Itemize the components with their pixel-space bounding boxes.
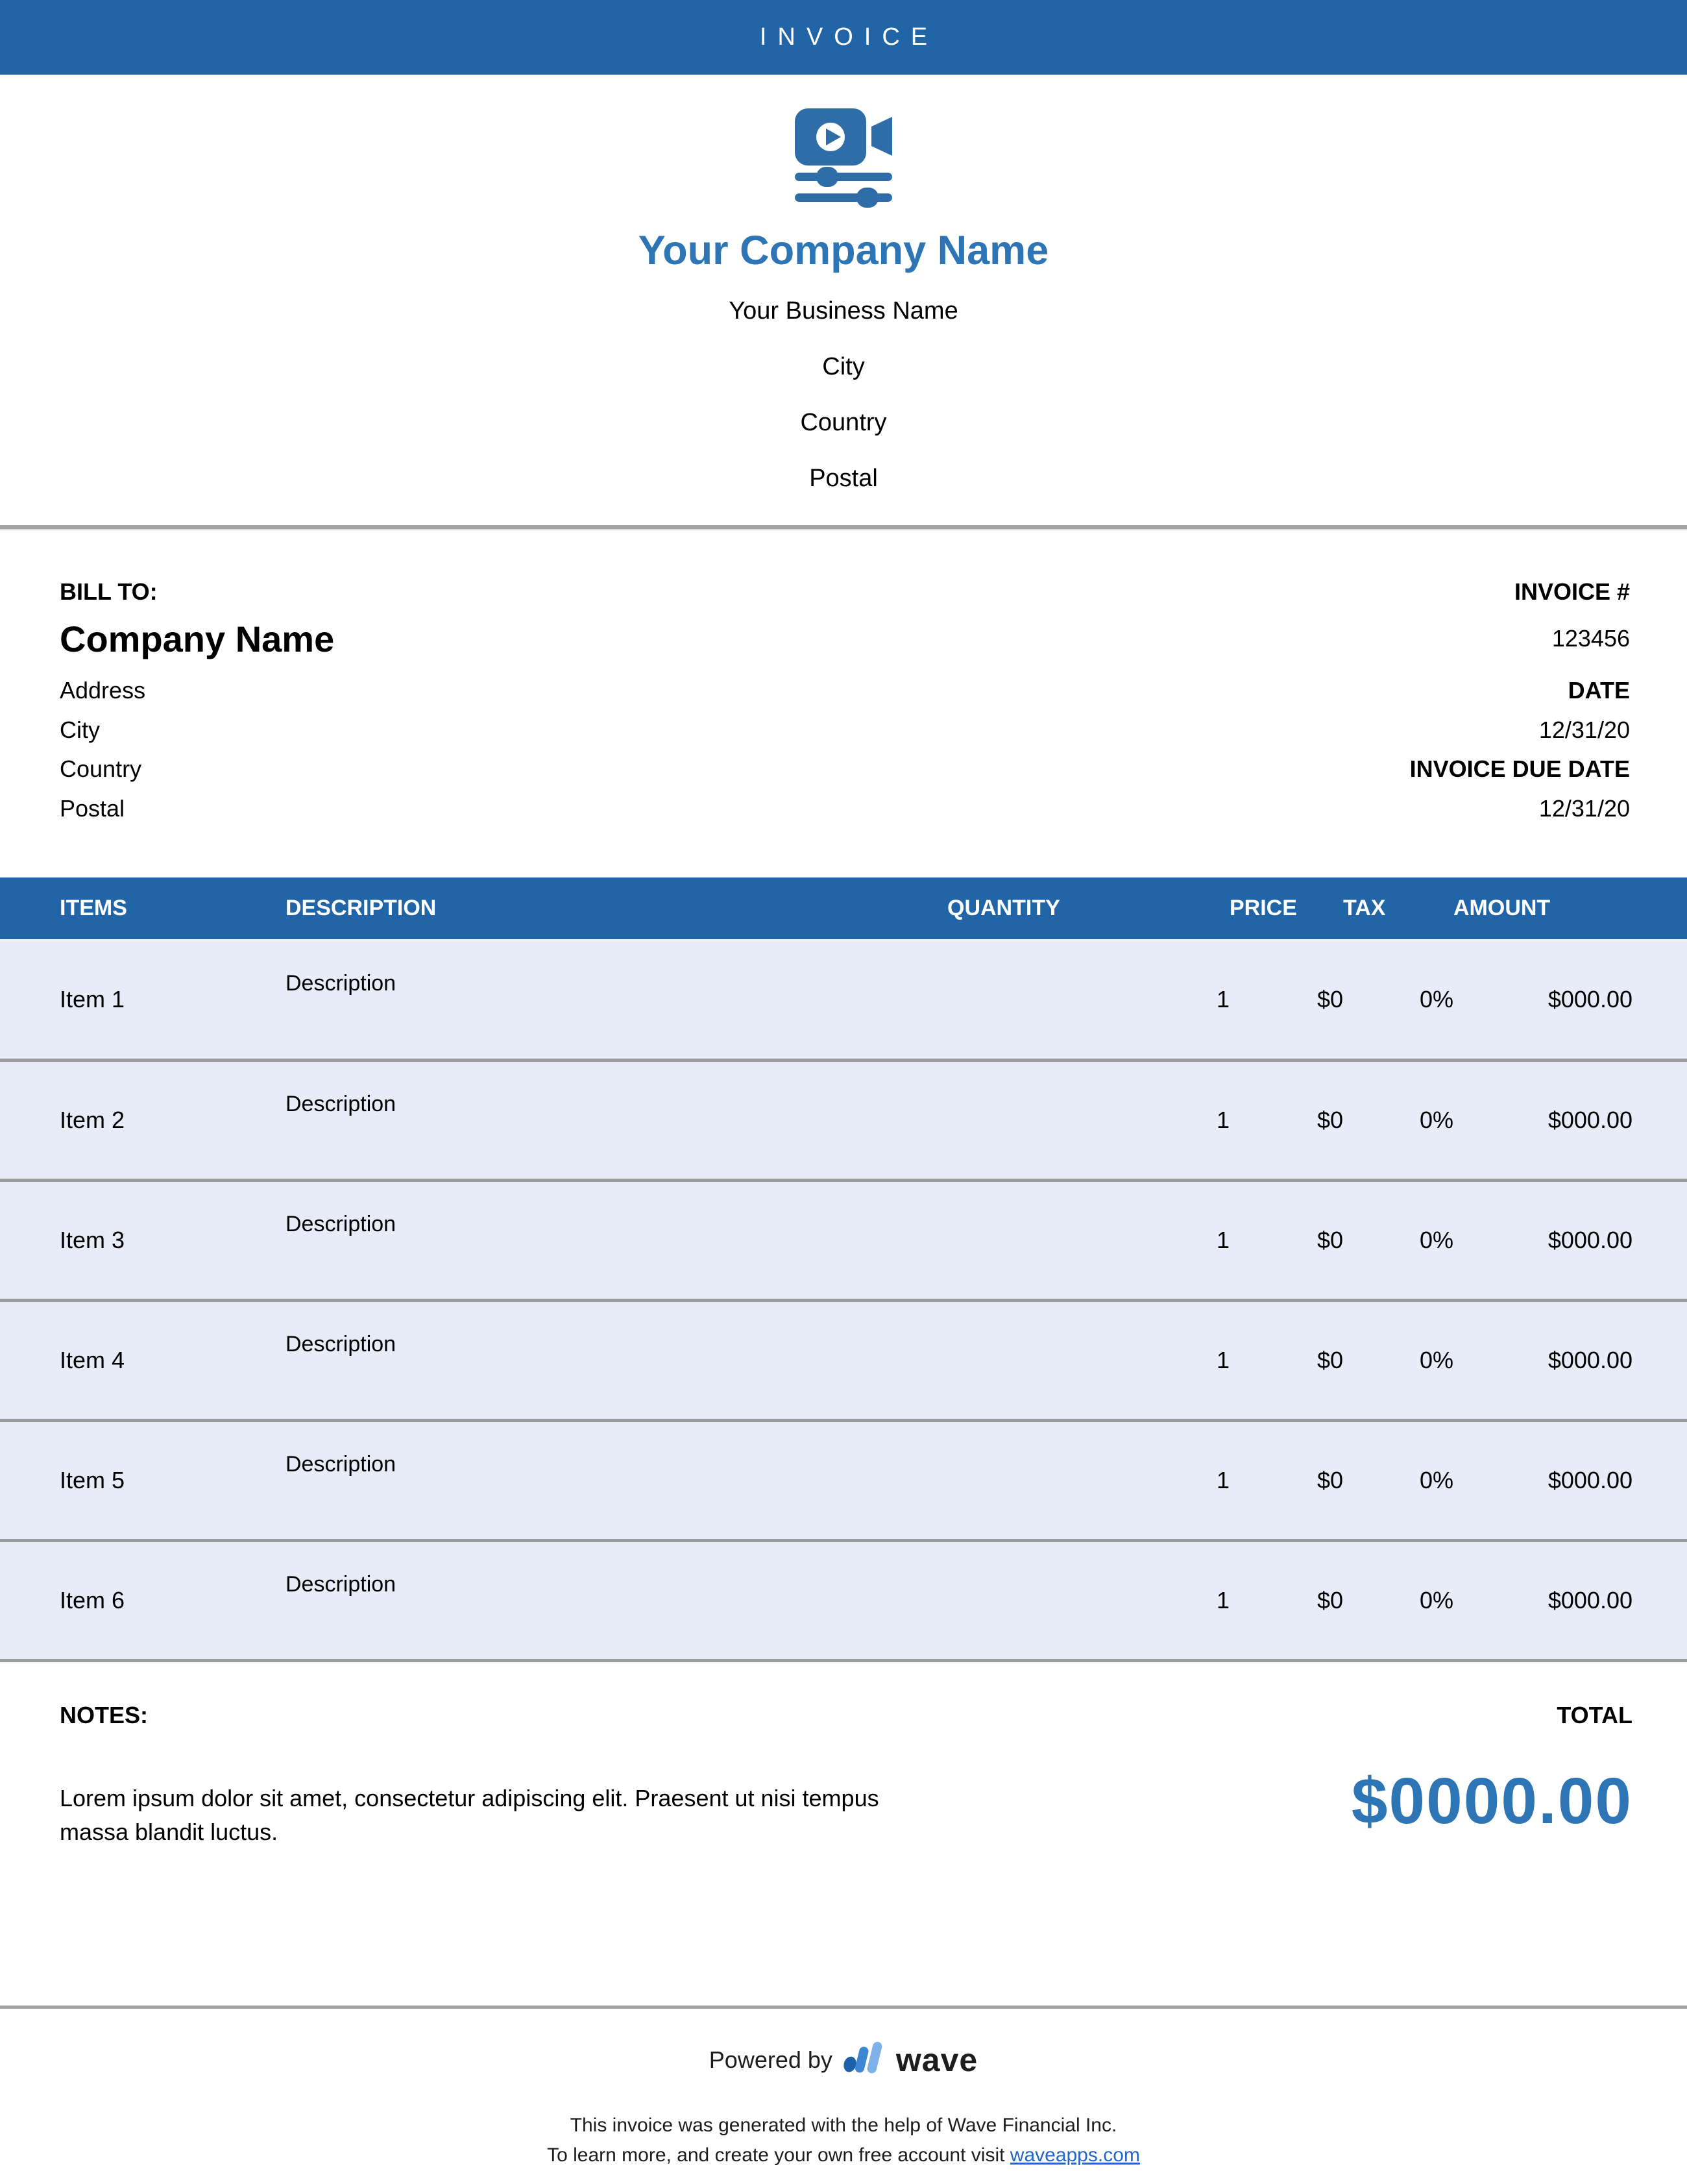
table-row — [0, 1060, 1687, 1180]
bill-to-city: City — [60, 717, 100, 744]
item-amount: $000.00 — [1453, 1540, 1687, 1660]
item-quantity: 1 — [947, 940, 1230, 1060]
item-price: $0 — [1230, 1180, 1343, 1300]
bill-to-company-name: Company Name — [60, 619, 335, 660]
bill-to-block — [60, 578, 334, 824]
table-row — [0, 1540, 1687, 1660]
invoice-date-label: DATE — [1568, 677, 1630, 704]
item-price: $0 — [1230, 1420, 1343, 1540]
footer-line-2-text: To learn more, and create your own free account visit — [547, 2144, 1010, 2166]
item-amount: $000.00 — [1453, 1300, 1687, 1420]
item-tax: 0% — [1343, 940, 1453, 1060]
item-tax: 0% — [1343, 1180, 1453, 1300]
item-name: Item 6 — [0, 1540, 285, 1660]
total-amount: $0000.00 — [1351, 1764, 1632, 1837]
item-price: $0 — [1230, 1060, 1343, 1180]
company-country: Country — [800, 409, 887, 437]
item-description: Description — [285, 940, 947, 1060]
item-description: Description — [285, 1060, 947, 1180]
item-tax: 0% — [1343, 1420, 1453, 1540]
item-price: $0 — [1230, 940, 1343, 1060]
powered-by-text: Powered by — [709, 2046, 832, 2073]
invoice-due-date-label: INVOICE DUE DATE — [1409, 755, 1630, 783]
header-tax: TAX — [1343, 896, 1386, 921]
invoice-due-date-value: 12/31/20 — [1538, 795, 1630, 822]
item-quantity: 1 — [947, 1540, 1230, 1660]
item-quantity: 1 — [947, 1180, 1230, 1300]
items-table-header — [0, 877, 1687, 940]
item-amount: $000.00 — [1453, 940, 1687, 1060]
table-row — [0, 1180, 1687, 1300]
invoice-date-value: 12/31/20 — [1538, 717, 1630, 744]
invoice-number-label: INVOICE # — [1514, 578, 1630, 606]
item-tax: 0% — [1343, 1060, 1453, 1180]
item-description: Description — [285, 1540, 947, 1660]
items-table — [0, 877, 1687, 1662]
summary-section — [0, 1701, 1687, 1849]
invoice-banner-title: INVOICE — [759, 23, 939, 51]
invoice-banner — [0, 0, 1687, 75]
item-name: Item 5 — [0, 1420, 285, 1540]
header-items: ITEMS — [60, 896, 127, 921]
bill-to-label: BILL TO: — [60, 578, 158, 606]
header-price: PRICE — [1230, 896, 1297, 921]
item-tax: 0% — [1343, 1540, 1453, 1660]
header-amount: AMOUNT — [1453, 896, 1551, 921]
notes-block — [60, 1701, 968, 1849]
item-quantity: 1 — [947, 1420, 1230, 1540]
video-camera-icon — [795, 108, 892, 208]
table-row — [0, 940, 1687, 1060]
header-description: DESCRIPTION — [285, 896, 437, 921]
company-business-name: Your Business Name — [729, 297, 958, 325]
invoice-number-value: 123456 — [1551, 625, 1630, 652]
waveapps-link[interactable]: waveapps.com — [1010, 2144, 1140, 2166]
item-description: Description — [285, 1420, 947, 1540]
header-divider — [0, 525, 1687, 530]
notes-text: Lorem ipsum dolor sit amet, consectetur adipiscing elit. Praesent ut nisi tempus massa blandit luctus. — [60, 1784, 879, 1845]
notes-label: NOTES: — [60, 1701, 149, 1728]
table-row — [0, 1300, 1687, 1420]
item-price: $0 — [1230, 1540, 1343, 1660]
company-name: Your Company Name — [638, 228, 1049, 273]
company-postal: Postal — [809, 465, 878, 493]
header-quantity: QUANTITY — [947, 896, 1060, 921]
bill-to-country: Country — [60, 755, 142, 783]
footer-line-2 — [0, 2144, 1687, 2166]
item-description: Description — [285, 1300, 947, 1420]
bill-to-postal: Postal — [60, 795, 125, 822]
total-label: TOTAL — [1557, 1701, 1632, 1728]
wave-logo-icon — [843, 2041, 886, 2079]
company-city: City — [822, 353, 865, 381]
wave-brand-text: wave — [895, 2041, 978, 2078]
item-name: Item 1 — [0, 940, 285, 1060]
table-row — [0, 1420, 1687, 1540]
footer-line-1: This invoice was generated with the help of Wave Financial Inc. — [570, 2114, 1117, 2136]
invoice-meta-block — [1410, 578, 1630, 824]
item-description: Description — [285, 1180, 947, 1300]
bill-to-address: Address — [60, 677, 146, 704]
item-name: Item 3 — [0, 1180, 285, 1300]
items-table-header-row — [0, 877, 1687, 940]
item-price: $0 — [1230, 1300, 1343, 1420]
item-quantity: 1 — [947, 1060, 1230, 1180]
item-amount: $000.00 — [1453, 1420, 1687, 1540]
company-header — [0, 75, 1687, 493]
item-tax: 0% — [1343, 1300, 1453, 1420]
item-name: Item 4 — [0, 1300, 285, 1420]
item-quantity: 1 — [947, 1300, 1230, 1420]
footer-divider — [0, 2006, 1687, 2009]
total-block — [968, 1701, 1632, 1849]
item-amount: $000.00 — [1453, 1180, 1687, 1300]
powered-by-row — [0, 2041, 1687, 2079]
item-name: Item 2 — [0, 1060, 285, 1180]
item-amount: $000.00 — [1453, 1060, 1687, 1180]
billing-section — [0, 578, 1687, 824]
